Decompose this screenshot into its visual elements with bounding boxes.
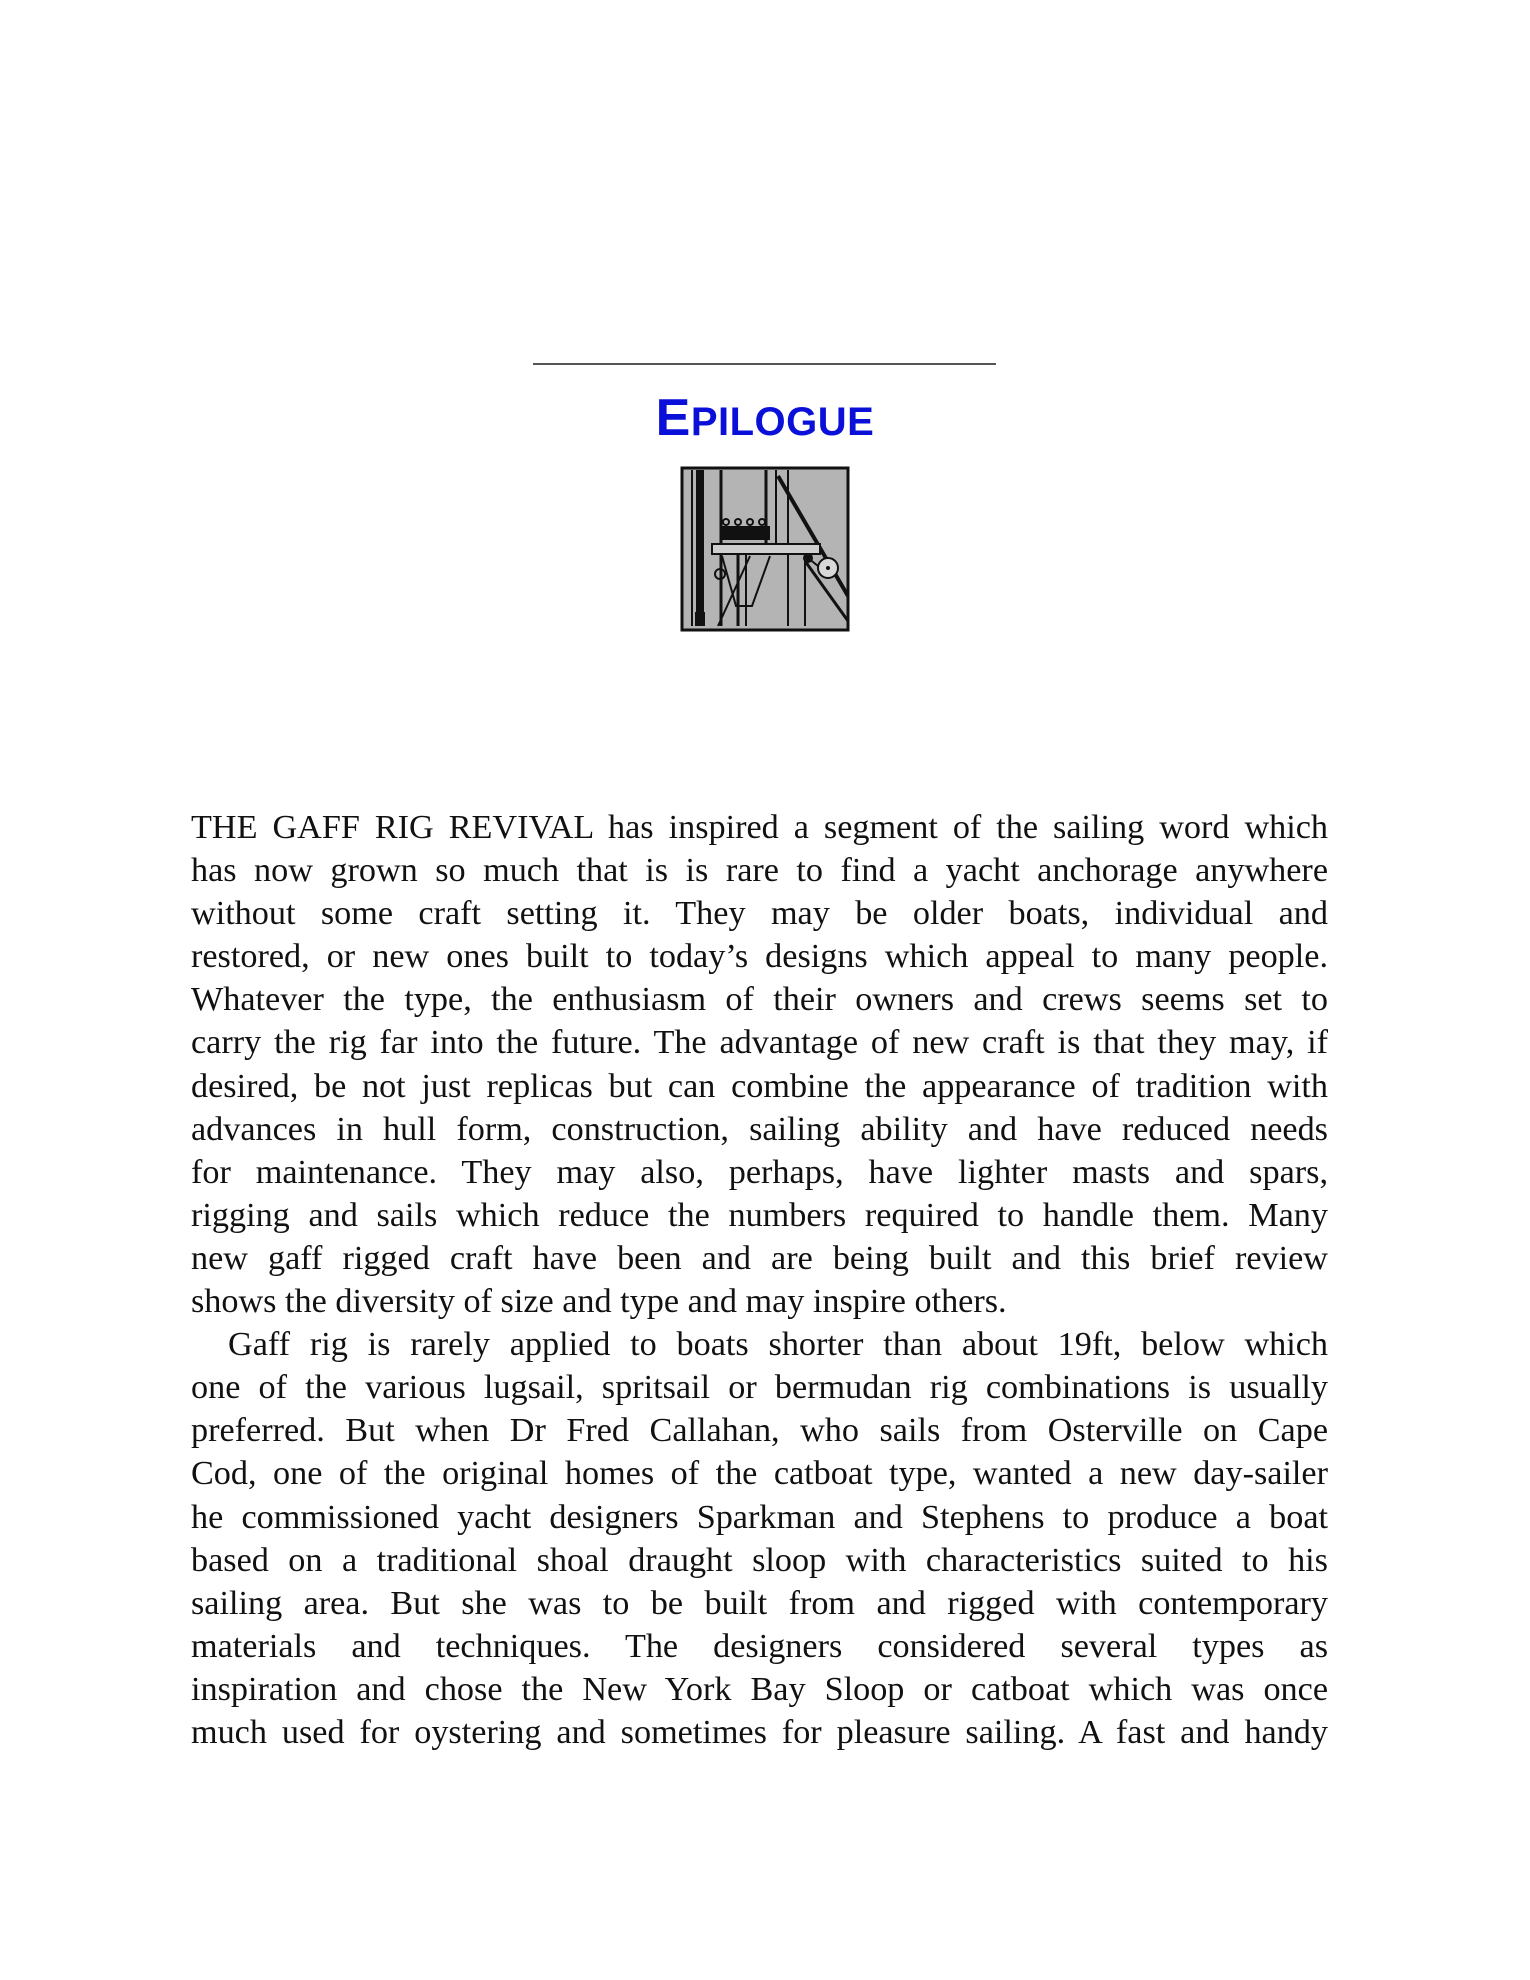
paragraph-1: [191, 806, 1328, 1323]
paragraph-2: [191, 1323, 1328, 1754]
text-line: THE GAFF RIG REVIVAL has inspired a segment of the sailing word which: [191, 809, 1328, 846]
text-line: based on a traditional shoal draught sloop with characteristics suited to his: [191, 1541, 1328, 1579]
text-line: one of the various lugsail, spritsail or bermudan rig combinations is usually: [191, 1369, 1328, 1407]
gaff-rig-emblem-icon: [680, 466, 850, 632]
text-line: he commissioned yacht designers Sparkman and Stephens to produce a boat: [191, 1498, 1328, 1536]
text-line: advances in hull form, construction, sailing ability and have reduced needs: [191, 1110, 1328, 1148]
text-line: Whatever the type, the enthusiasm of their owners and crews seems set to: [191, 981, 1328, 1019]
chapter-title-rest: PILOGUE: [690, 400, 875, 444]
text-line: Gaff rig is rarely applied to boats shorter than about 19ft, below which: [228, 1326, 1328, 1364]
text-line: rigging and sails which reduce the numbers required to handle them. Many: [191, 1196, 1328, 1234]
text-line: sailing area. But she was to be built from and rigged with contemporary: [191, 1584, 1328, 1622]
title-rule-divider: [533, 363, 996, 365]
chapter-title-initial: E: [655, 389, 691, 447]
text-line: inspiration and chose the New York Bay Sloop or catboat which was once: [191, 1670, 1328, 1708]
text-line: shows the diversity of size and type and may inspire others.: [191, 1283, 1007, 1321]
text-line: restored, or new ones built to today’s designs which appeal to many people.: [191, 938, 1328, 976]
text-line: without some craft setting it. They may be older boats, individual and: [191, 895, 1328, 933]
text-line: desired, be not just replicas but can combine the appearance of tradition with: [191, 1067, 1328, 1105]
text-line: Cod, one of the original homes of the catboat type, wanted a new day-sailer: [191, 1455, 1328, 1493]
chapter-title: [0, 388, 1530, 452]
body-text: [191, 806, 1328, 1754]
text-line: carry the rig far into the future. The advantage of new craft is that they may, if: [191, 1024, 1328, 1062]
text-line: has now grown so much that is is rare to find a yacht anchorage anywhere: [191, 852, 1328, 890]
text-line: preferred. But when Dr Fred Callahan, who sails from Osterville on Cape: [191, 1412, 1328, 1450]
text-line: materials and techniques. The designers considered several types as: [191, 1627, 1328, 1665]
text-line: for maintenance. They may also, perhaps, have lighter masts and spars,: [191, 1153, 1328, 1191]
text-line: much used for oystering and sometimes for pleasure sailing. A fast and handy: [191, 1713, 1328, 1751]
text-line: new gaff rigged craft have been and are being built and this brief review: [191, 1239, 1328, 1277]
